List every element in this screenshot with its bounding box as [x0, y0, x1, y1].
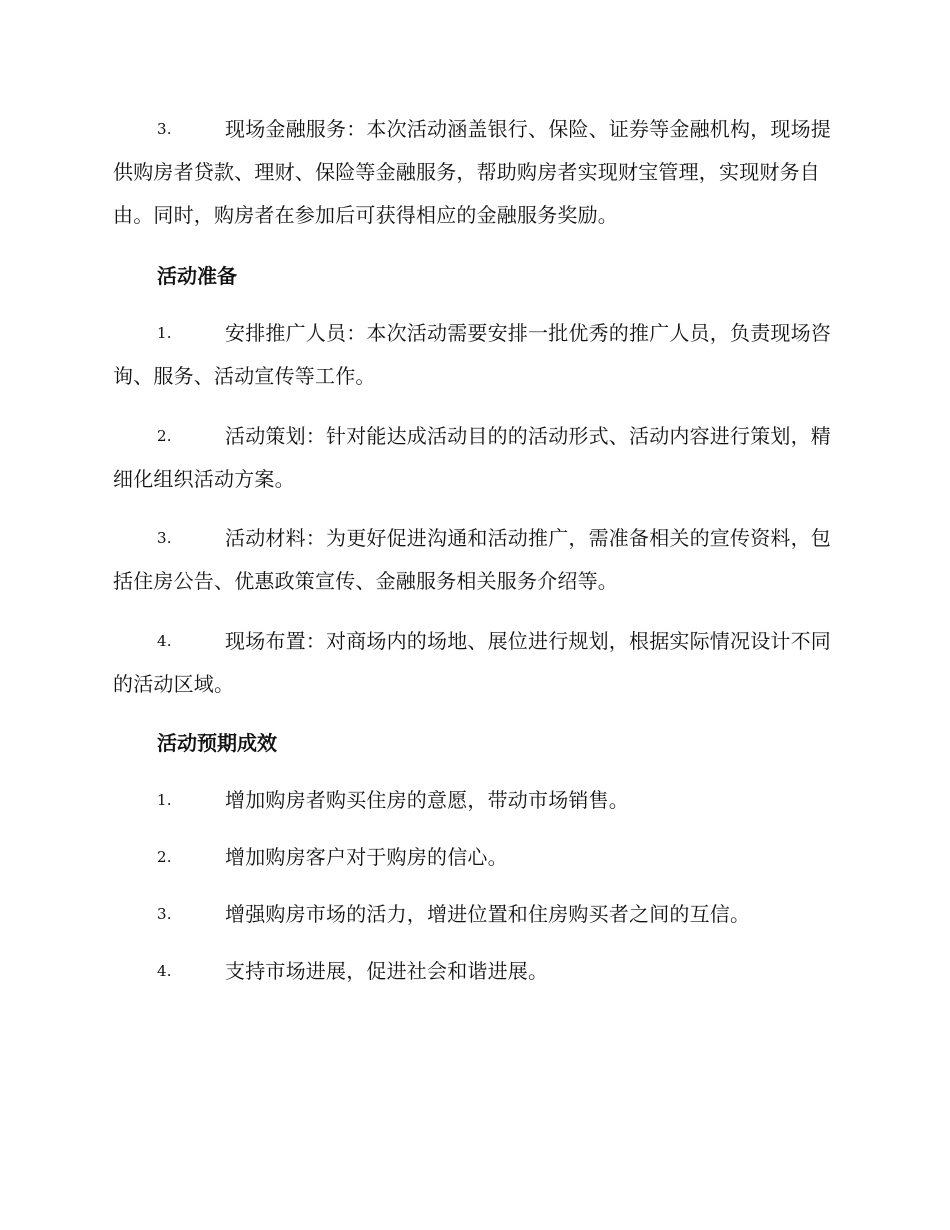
section-heading-preparation: 活动准备	[157, 264, 237, 288]
list-item-materials	[113, 517, 839, 603]
list-item-outcome-4	[113, 950, 839, 993]
list-item-staff	[113, 312, 839, 398]
list-number: 3.	[157, 529, 172, 547]
list-item-layout	[113, 620, 839, 706]
list-item-outcome-1	[113, 779, 839, 822]
list-number: 2.	[157, 427, 172, 445]
list-number: 3.	[157, 905, 172, 923]
list-number: 1.	[157, 324, 172, 342]
list-item-financial-services	[113, 108, 839, 237]
list-item-outcome-2	[113, 836, 839, 879]
list-item-text: 现场金融服务：本次活动涵盖银行、保险、证券等金融机构，现场提供购房者贷款、理财、保险等金融服务，帮助购房者实现财宝管理，实现财务自由。同时，购房者在参加后可获得相应的金融服务奖励。	[113, 117, 831, 227]
list-number: 4.	[157, 632, 172, 650]
list-number: 2.	[157, 848, 172, 866]
section-heading-outcomes: 活动预期成效	[157, 731, 277, 755]
list-item-text: 增强购房市场的活力，增进位置和住房购买者之间的互信。	[225, 902, 751, 926]
list-item-text: 支持市场进展，促进社会和谐进展。	[225, 959, 549, 983]
list-item-text: 活动材料：为更好促进沟通和活动推广，需准备相关的宣传资料，包括住房公告、优惠政策宣传、金融服务相关服务介绍等。	[113, 526, 831, 593]
list-item-outcome-3	[113, 893, 839, 936]
list-item-text: 现场布置：对商场内的场地、展位进行规划，根据实际情况设计不同的活动区域。	[113, 629, 831, 696]
list-number: 4.	[157, 962, 172, 980]
list-item-text: 增加购房者购买住房的意愿，带动市场销售。	[225, 788, 629, 812]
list-item-text: 增加购房客户对于购房的信心。	[225, 845, 508, 869]
list-item-text: 安排推广人员：本次活动需要安排一批优秀的推广人员，负责现场咨询、服务、活动宣传等工作。	[113, 321, 831, 388]
list-item-text: 活动策划：针对能达成活动目的的活动形式、活动内容进行策划，精细化组织活动方案。	[113, 424, 831, 491]
list-number: 3.	[157, 120, 172, 138]
list-item-planning	[113, 415, 839, 501]
list-number: 1.	[157, 791, 172, 809]
